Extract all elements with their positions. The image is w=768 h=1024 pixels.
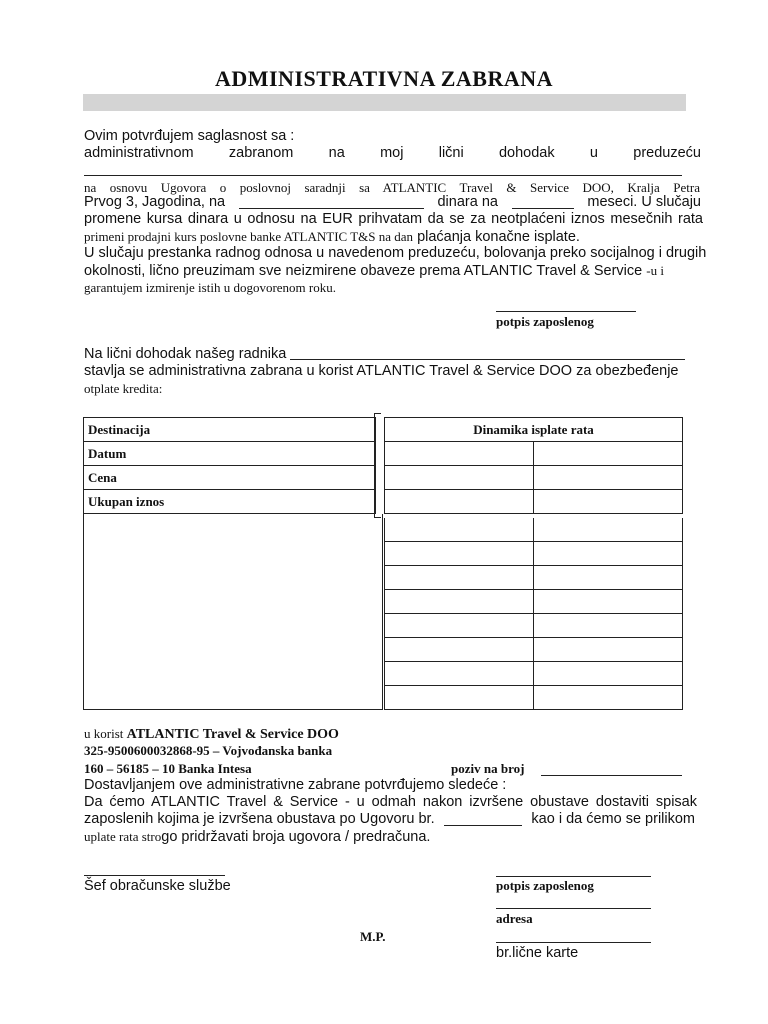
payment-beneficiary: ATLANTIC Travel & Service DOO <box>126 727 339 742</box>
table-row <box>385 518 683 542</box>
installment-amount-cell[interactable] <box>534 442 683 466</box>
left-table-cell-destinacija[interactable]: Destinacija <box>84 418 376 442</box>
employee-line-1 <box>84 346 286 363</box>
confirm-line-3-a: zaposlenih kojima je izvršena obustava po Ugovoru br. <box>84 811 435 827</box>
intro-line-3: na osnovu Ugovora o poslovnoj saradnji sa ATLANTIC Travel & Service DOO, Kralja Petra <box>84 180 700 195</box>
table-row <box>385 542 683 566</box>
table-row <box>385 614 683 638</box>
table-row <box>385 590 683 614</box>
confirm-line-4-a: uplate rata stro <box>84 829 162 844</box>
confirm-line-3 <box>84 811 695 828</box>
intro-line-1: Ovim potvrđujem saglasnost sa : <box>84 128 295 144</box>
installment-amount-cell[interactable] <box>534 542 683 566</box>
intro-line-2-word: administrativnom <box>84 145 194 161</box>
installment-amount-cell[interactable] <box>534 662 683 686</box>
table-row <box>385 490 683 514</box>
installments-table-continued <box>384 518 683 710</box>
installment-date-cell[interactable] <box>385 662 534 686</box>
intro-line-2-word: u <box>589 145 598 161</box>
poziv-blank[interactable] <box>541 775 682 776</box>
intro-line-8-b: -u i <box>646 263 664 278</box>
installment-date-cell[interactable] <box>385 490 534 514</box>
payment-line-1-a: u korist <box>84 726 127 741</box>
intro-line-8-a: okolnosti, lično preuzimam sve neizmirene obaveze prema ATLANTIC Travel & Service <box>84 263 647 279</box>
installment-date-cell[interactable] <box>385 590 534 614</box>
intro-line-2-word: moj <box>380 145 404 161</box>
intro-line-2-word: zabranom <box>228 145 294 161</box>
intro-line-6-a: primeni prodajni kurs poslovne banke ATLANTIC T&S na dan <box>84 229 414 244</box>
installment-amount-cell[interactable] <box>534 686 683 710</box>
intro-line-4-b: dinara na <box>437 194 498 210</box>
installment-amount-cell[interactable] <box>534 590 683 614</box>
left-table-row <box>84 418 376 442</box>
document-title: ADMINISTRATIVNA ZABRANA <box>214 66 554 91</box>
installment-date-cell[interactable] <box>385 542 534 566</box>
months-blank[interactable] <box>512 194 574 209</box>
installment-date-cell[interactable] <box>385 466 534 490</box>
installments-header: Dinamika isplate rata <box>385 418 683 442</box>
employee-name-blank[interactable] <box>290 359 685 360</box>
installment-date-cell[interactable] <box>385 686 534 710</box>
left-table-cell-ukupan-iznos[interactable]: Ukupan iznos <box>84 490 376 514</box>
address-line[interactable] <box>496 908 651 909</box>
id-card-line[interactable] <box>496 942 651 943</box>
confirm-line-3-b: kao i da ćemo se prilikom <box>531 811 695 827</box>
payment-account-2: 160 – 56185 – 10 Banka Intesa <box>84 761 252 776</box>
installment-amount-cell[interactable] <box>534 466 683 490</box>
table-row <box>385 638 683 662</box>
left-table <box>83 417 376 514</box>
intro-line-2-word: dohodak <box>498 145 555 161</box>
signature-label-2: potpis zaposlenog <box>496 878 594 893</box>
payment-line-1 <box>84 726 339 743</box>
id-card-label: br.lične karte <box>496 945 579 961</box>
installment-date-cell[interactable] <box>385 638 534 662</box>
title-bar <box>83 94 686 111</box>
confirm-line-4-b: go pridržavati broja ugovora / predračuna. <box>161 829 431 845</box>
confirm-line-4 <box>84 828 430 846</box>
amount-blank[interactable] <box>239 194 424 209</box>
left-table-row <box>84 466 376 490</box>
installment-date-cell[interactable] <box>385 518 534 542</box>
table-bracket <box>374 413 381 518</box>
intro-line-6-b: plaćanja konačne isplate. <box>413 229 580 245</box>
chief-signature-line[interactable] <box>84 875 225 876</box>
intro-line-4-c: meseci. U slučaju <box>587 194 701 210</box>
table-row <box>385 442 683 466</box>
intro-line-9: garantujem izmirenje istih u dogovorenom roku. <box>84 280 336 295</box>
notes-box[interactable] <box>83 514 383 710</box>
employee-line-3: otplate kredita: <box>84 381 163 396</box>
employee-line-2: stavlja se administrativna zabrana u korist ATLANTIC Travel & Service DOO za obezbeđenje <box>84 363 679 379</box>
installment-date-cell[interactable] <box>385 566 534 590</box>
installments-table <box>384 417 683 514</box>
installment-amount-cell[interactable] <box>534 638 683 662</box>
installment-amount-cell[interactable] <box>534 566 683 590</box>
signature-line-1[interactable] <box>496 311 636 312</box>
installment-amount-cell[interactable] <box>534 490 683 514</box>
installment-amount-cell[interactable] <box>534 518 683 542</box>
address-label: adresa <box>496 911 533 926</box>
intro-line-2-word: na <box>328 145 345 161</box>
confirm-line-1: Dostavljanjem ove administrativne zabrane potvrđujemo sledeće : <box>84 777 507 793</box>
left-table-cell-cena[interactable]: Cena <box>84 466 376 490</box>
intro-line-4 <box>84 194 701 211</box>
table-row <box>385 466 683 490</box>
intro-line-2-word: lični <box>438 145 464 161</box>
intro-line-2-word: preduzeću <box>633 145 701 161</box>
left-table-cell-datum[interactable]: Datum <box>84 442 376 466</box>
intro-line-4-a: Prvog 3, Jagodina, na <box>84 194 226 210</box>
installment-date-cell[interactable] <box>385 614 534 638</box>
installments-header-row <box>385 418 683 442</box>
signature-label-1: potpis zaposlenog <box>496 314 594 329</box>
chief-label: Šef obračunske službe <box>84 878 231 894</box>
poziv-label: poziv na broj <box>451 761 525 776</box>
contract-number-blank[interactable] <box>444 811 522 826</box>
intro-line-7: U slučaju prestanka radnog odnosa u navedenom preduzeću, bolovanja preko socijalnog i drugih <box>84 245 707 261</box>
company-blank-line[interactable] <box>84 175 682 176</box>
intro-line-8 <box>84 262 664 280</box>
signature-line-2[interactable] <box>496 876 651 877</box>
intro-line-5: promene kursa dinara u odnosu na EUR prihvatam da se za neotplaćeni iznos mesečnih rata <box>84 211 703 227</box>
payment-account-1: 325-9500600032868-95 – Vojvođanska banka <box>84 743 333 758</box>
table-row <box>385 566 683 590</box>
installment-amount-cell[interactable] <box>534 614 683 638</box>
installment-date-cell[interactable] <box>385 442 534 466</box>
intro-line-2 <box>84 145 701 162</box>
table-row <box>385 662 683 686</box>
confirm-line-2: Da ćemo ATLANTIC Travel & Service - u odmah nakon izvršene obustave dostaviti spisak <box>84 794 697 810</box>
intro-line-6 <box>84 228 580 246</box>
stamp-label: M.P. <box>360 929 386 944</box>
left-table-row <box>84 490 376 514</box>
left-table-row <box>84 442 376 466</box>
employee-line-1-text: Na lični dohodak našeg radnika <box>84 346 287 362</box>
table-row <box>385 686 683 710</box>
